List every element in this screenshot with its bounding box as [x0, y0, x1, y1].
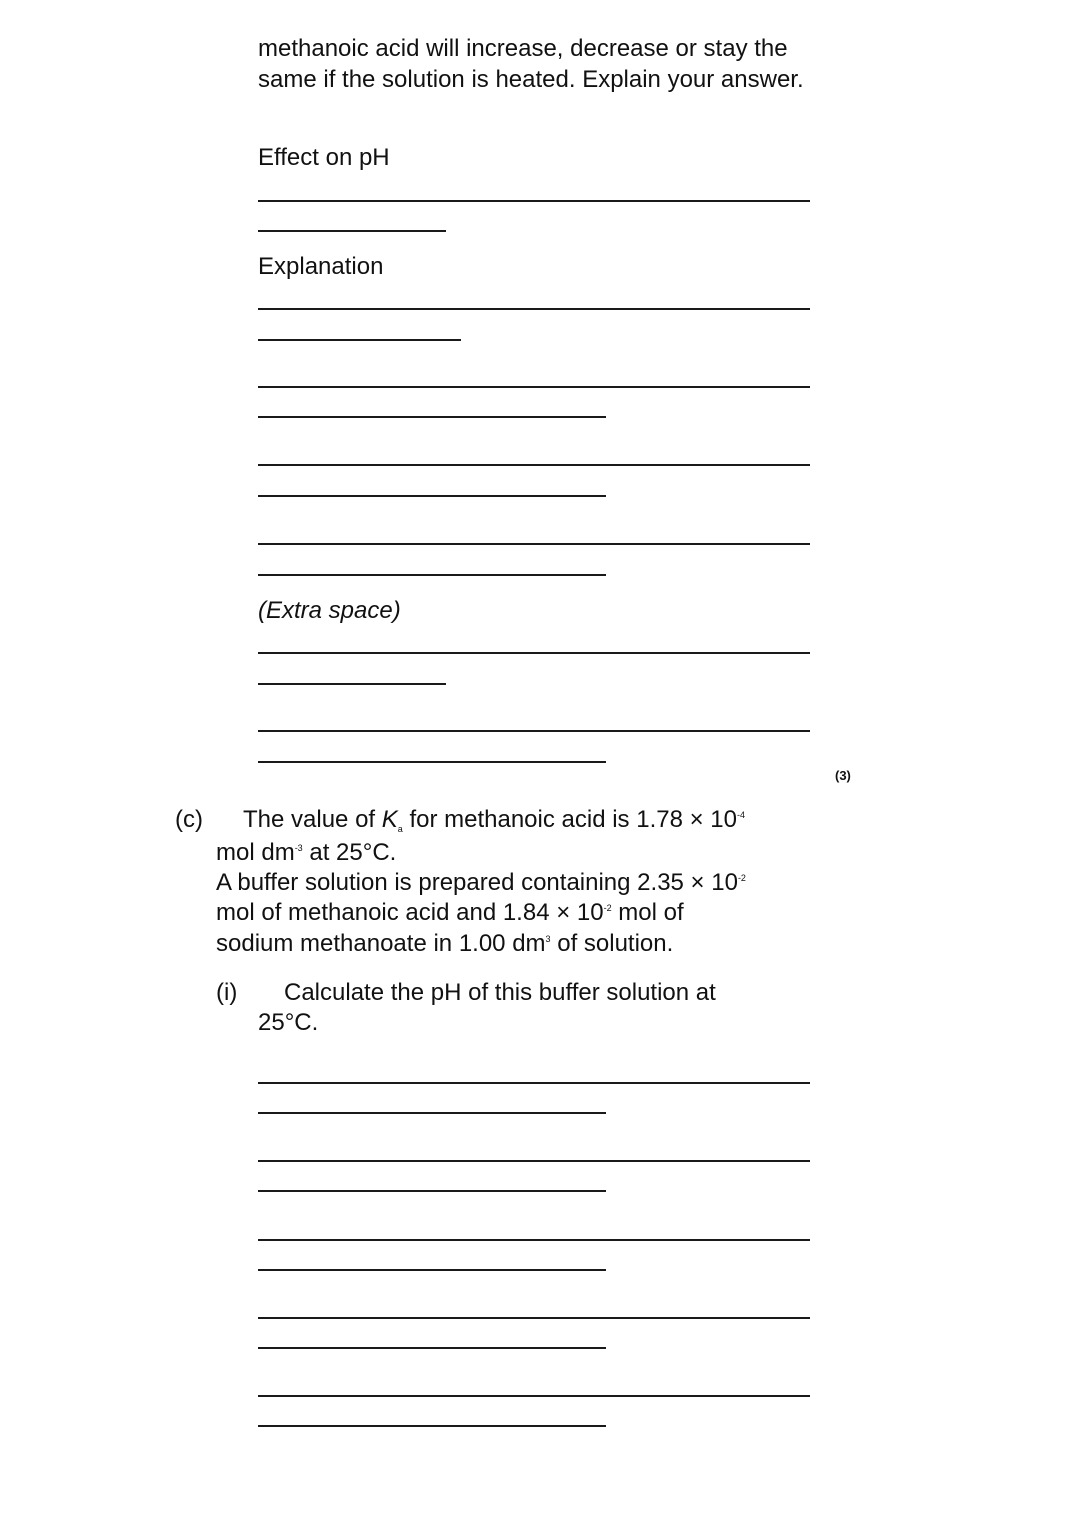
part-c-line-1-post: for methanoic acid is 1.78 × 10 — [402, 806, 737, 833]
ka-exponent: -4 — [736, 810, 745, 820]
part-c-line-3-pre: A buffer solution is prepared containing 2.35 × 10 — [216, 869, 738, 896]
answer-line[interactable] — [258, 1317, 810, 1319]
part-c-line-2-pre: mol dm — [216, 839, 295, 866]
explanation-label: Explanation — [258, 253, 384, 280]
part-c-line-2-post: at 25°C. — [302, 839, 397, 866]
answer-line[interactable] — [258, 1269, 606, 1271]
answer-line[interactable] — [258, 1082, 810, 1084]
answer-line[interactable] — [258, 574, 606, 576]
sub-part-i-line-2: 25°C. — [258, 1009, 319, 1036]
answer-line[interactable] — [258, 1395, 810, 1397]
answer-line[interactable] — [258, 416, 606, 418]
answer-line[interactable] — [258, 1190, 606, 1192]
part-c-line-3-exponent: -2 — [737, 873, 746, 883]
question-intro-text: methanoic acid will increase, decrease or stay the same if the solution is heated. Explain your answer. — [258, 35, 804, 93]
part-c-label: (c) — [175, 806, 203, 833]
answer-line[interactable] — [258, 339, 461, 341]
part-c-line-2 — [216, 838, 396, 868]
part-c-line-1-pre: The value of — [243, 806, 382, 833]
answer-line[interactable] — [258, 386, 810, 388]
ka-subscript: a — [397, 824, 403, 834]
sub-part-i-label: (i) — [216, 979, 238, 1006]
part-c-line-5-post: of solution. — [550, 930, 674, 957]
answer-line[interactable] — [258, 652, 810, 654]
part-c-line-3 — [216, 868, 746, 898]
part-c-line-4 — [216, 898, 684, 928]
marks-indicator: (3) — [835, 768, 851, 783]
extra-space-label: (Extra space) — [258, 597, 401, 624]
ka-symbol: K — [381, 806, 398, 833]
answer-line[interactable] — [258, 1347, 606, 1349]
answer-line[interactable] — [258, 1160, 810, 1162]
answer-line[interactable] — [258, 200, 810, 202]
part-c-line-5 — [216, 929, 673, 959]
answer-line[interactable] — [258, 230, 446, 232]
answer-line[interactable] — [258, 308, 810, 310]
part-c-line-4-exponent: -2 — [603, 903, 612, 913]
answer-line[interactable] — [258, 730, 810, 732]
answer-line[interactable] — [258, 464, 810, 466]
part-c-line-5-pre: sodium methanoate in 1.00 dm — [216, 930, 546, 957]
answer-line[interactable] — [258, 1425, 606, 1427]
part-c-line-2-exponent: -3 — [294, 843, 303, 853]
answer-line[interactable] — [258, 1239, 810, 1241]
answer-line[interactable] — [258, 761, 606, 763]
sub-part-i-line-1: Calculate the pH of this buffer solution at — [284, 979, 716, 1006]
part-c-line-5-exponent: 3 — [545, 934, 551, 944]
part-c-line-1 — [243, 805, 745, 835]
answer-line[interactable] — [258, 495, 606, 497]
part-c-line-4-post: mol of — [611, 899, 684, 926]
answer-line[interactable] — [258, 543, 810, 545]
answer-line[interactable] — [258, 683, 446, 685]
effect-on-ph-label: Effect on pH — [258, 144, 390, 171]
part-c-line-4-pre: mol of methanoic acid and 1.84 × 10 — [216, 899, 604, 926]
answer-line[interactable] — [258, 1112, 606, 1114]
